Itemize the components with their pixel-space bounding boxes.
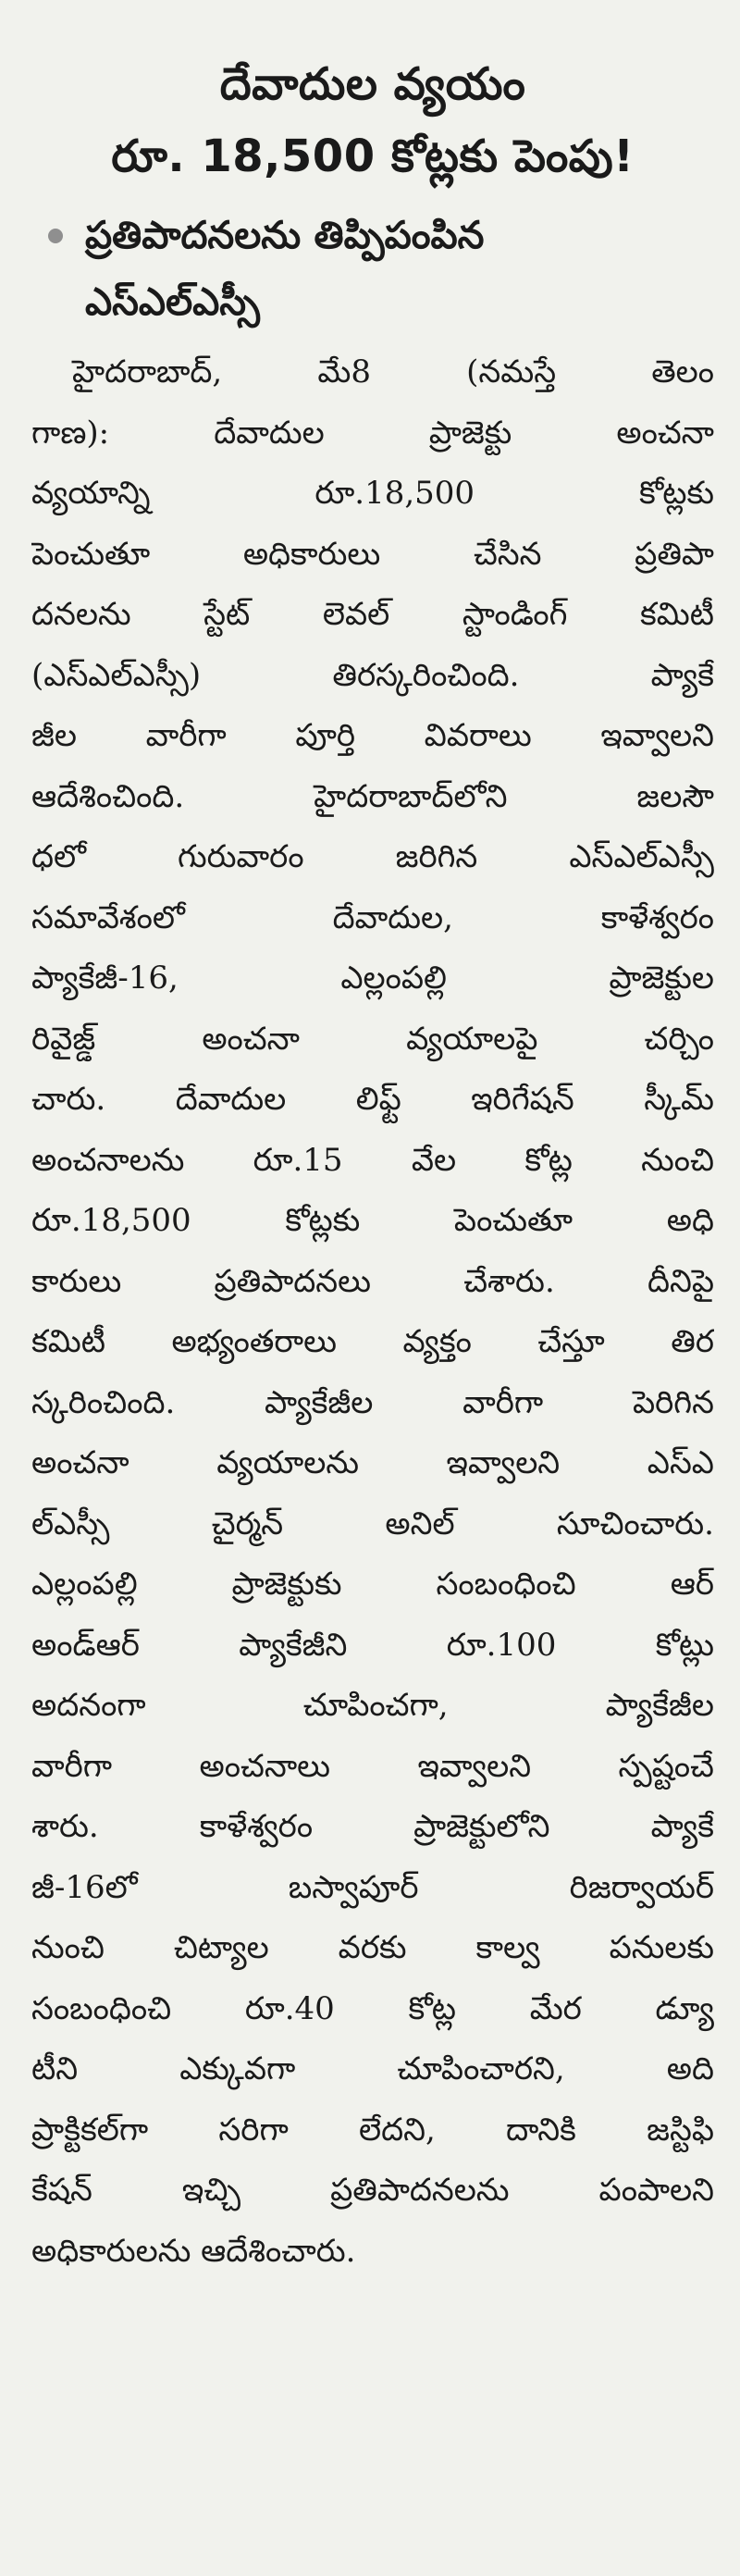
body-line: ల్ఎస్సీ చైర్మన్ అనిల్ సూచించారు. [31,1505,714,1542]
body-line: రూ.18,500 కోట్లకు పెంచుతూ అధి [31,1202,714,1239]
body-line: జీల వారీగా పూర్తి వివరాలు ఇవ్వాలని [31,717,714,754]
body-line: వ్యయాన్ని రూ.18,500 కోట్లకు [31,475,714,512]
body-line: జీ-16లో బస్వాపూర్ రిజర్వాయర్ [31,1868,714,1906]
body-line: పెంచుతూ అధికారులు చేసిన ప్రతిపా [31,535,714,573]
body-line: టీని ఎక్కువగా చూపించారని, అది [31,2050,714,2087]
body-line: ధలో గురువారం జరిగిన ఎస్ఎల్ఎస్సీ [31,838,714,875]
subheadline-line-2: ఎస్ఎల్ఎస్సీ [85,279,260,324]
body-line: దనలను స్టేట్ లెవల్ స్టాండింగ్ కమిటీ [31,596,714,633]
body-line: ప్యాకేజీ-16, ఎల్లంపల్లి ప్రాజెక్టుల [31,960,714,997]
body-line: అంచనాలను రూ.15 వేల కోట్ల నుంచి [31,1141,714,1179]
headline [31,48,714,192]
body-line: చారు. దేవాదుల లిఫ్ట్ ఇరిగేషన్ స్కీమ్ [31,1081,714,1118]
headline-line-2: రూ. 18,500 కోట్లకు పెంపు! [111,130,635,182]
body-line: హైదరాబాద్, మే8 (నమస్తే తెలం [72,353,714,390]
subheadline [31,202,714,335]
body-line: వారీగా అంచనాలు ఇవ్వాలని స్పష్టంచే [31,1747,714,1785]
headline-line-1: దేవాదుల వ్యయం [219,58,526,110]
body-line: ఎల్లంపల్లి ప్రాజెక్టుకు సంబంధించి ఆర్ [31,1566,714,1603]
body-line: ఆదేశించింది. హైదరాబాద్‌లోని జలసౌ [31,777,714,815]
body-line: నుంచి చిట్యాల వరకు కాల్వ పనులకు [31,1929,714,1966]
body-line: కేషన్ ఇచ్చి ప్రతిపాదనలను పంపాలని [31,2172,714,2209]
body-line: శారు. కాళేశ్వరం ప్రాజెక్టులోని ప్యాకే [31,1808,714,1845]
body-line: కారులు ప్రతిపాదనలు చేశారు. దీనిపై [31,1262,714,1300]
body-line: అండ్ఆర్ ప్యాకేజీని రూ.100 కోట్లు [31,1626,714,1664]
body-line: అంచనా వ్యయాలను ఇవ్వాలని ఎస్ఎ [31,1444,714,1481]
body-line: సమావేశంలో దేవాదుల, కాళేశ్వరం [31,898,714,936]
body-line: సంబంధించి రూ.40 కోట్ల మేర డ్యూ [31,1989,714,2027]
body-line: అధికారులను ఆదేశించారు. [31,2232,356,2270]
body-line: స్కరించింది. ప్యాకేజీల వారీగా పెరిగిన [31,1383,714,1421]
article-body [31,342,714,2282]
body-line: గాణ): దేవాదుల ప్రాజెక్టు అంచనా [31,414,714,452]
bullet-dot-icon [48,229,63,243]
body-line: (ఎస్ఎల్ఎస్సీ) తిరస్కరించింది. ప్యాకే [31,656,714,694]
body-line: కమిటీ అభ్యంతరాలు వ్యక్తం చేస్తూ తిర [31,1323,714,1360]
body-line: రివైజ్డ్ అంచనా వ్యయాలపై చర్చిం [31,1020,714,1058]
body-line: అదనంగా చూపించగా, ప్యాకేజీల [31,1687,714,1724]
subheadline-line-1: ప్రతిపాదనలను తిప్పిపంపిన [85,213,485,257]
body-line: ప్రాక్టికల్‌గా సరిగా లేదని, దానికి జస్టిఫి [31,2111,714,2149]
